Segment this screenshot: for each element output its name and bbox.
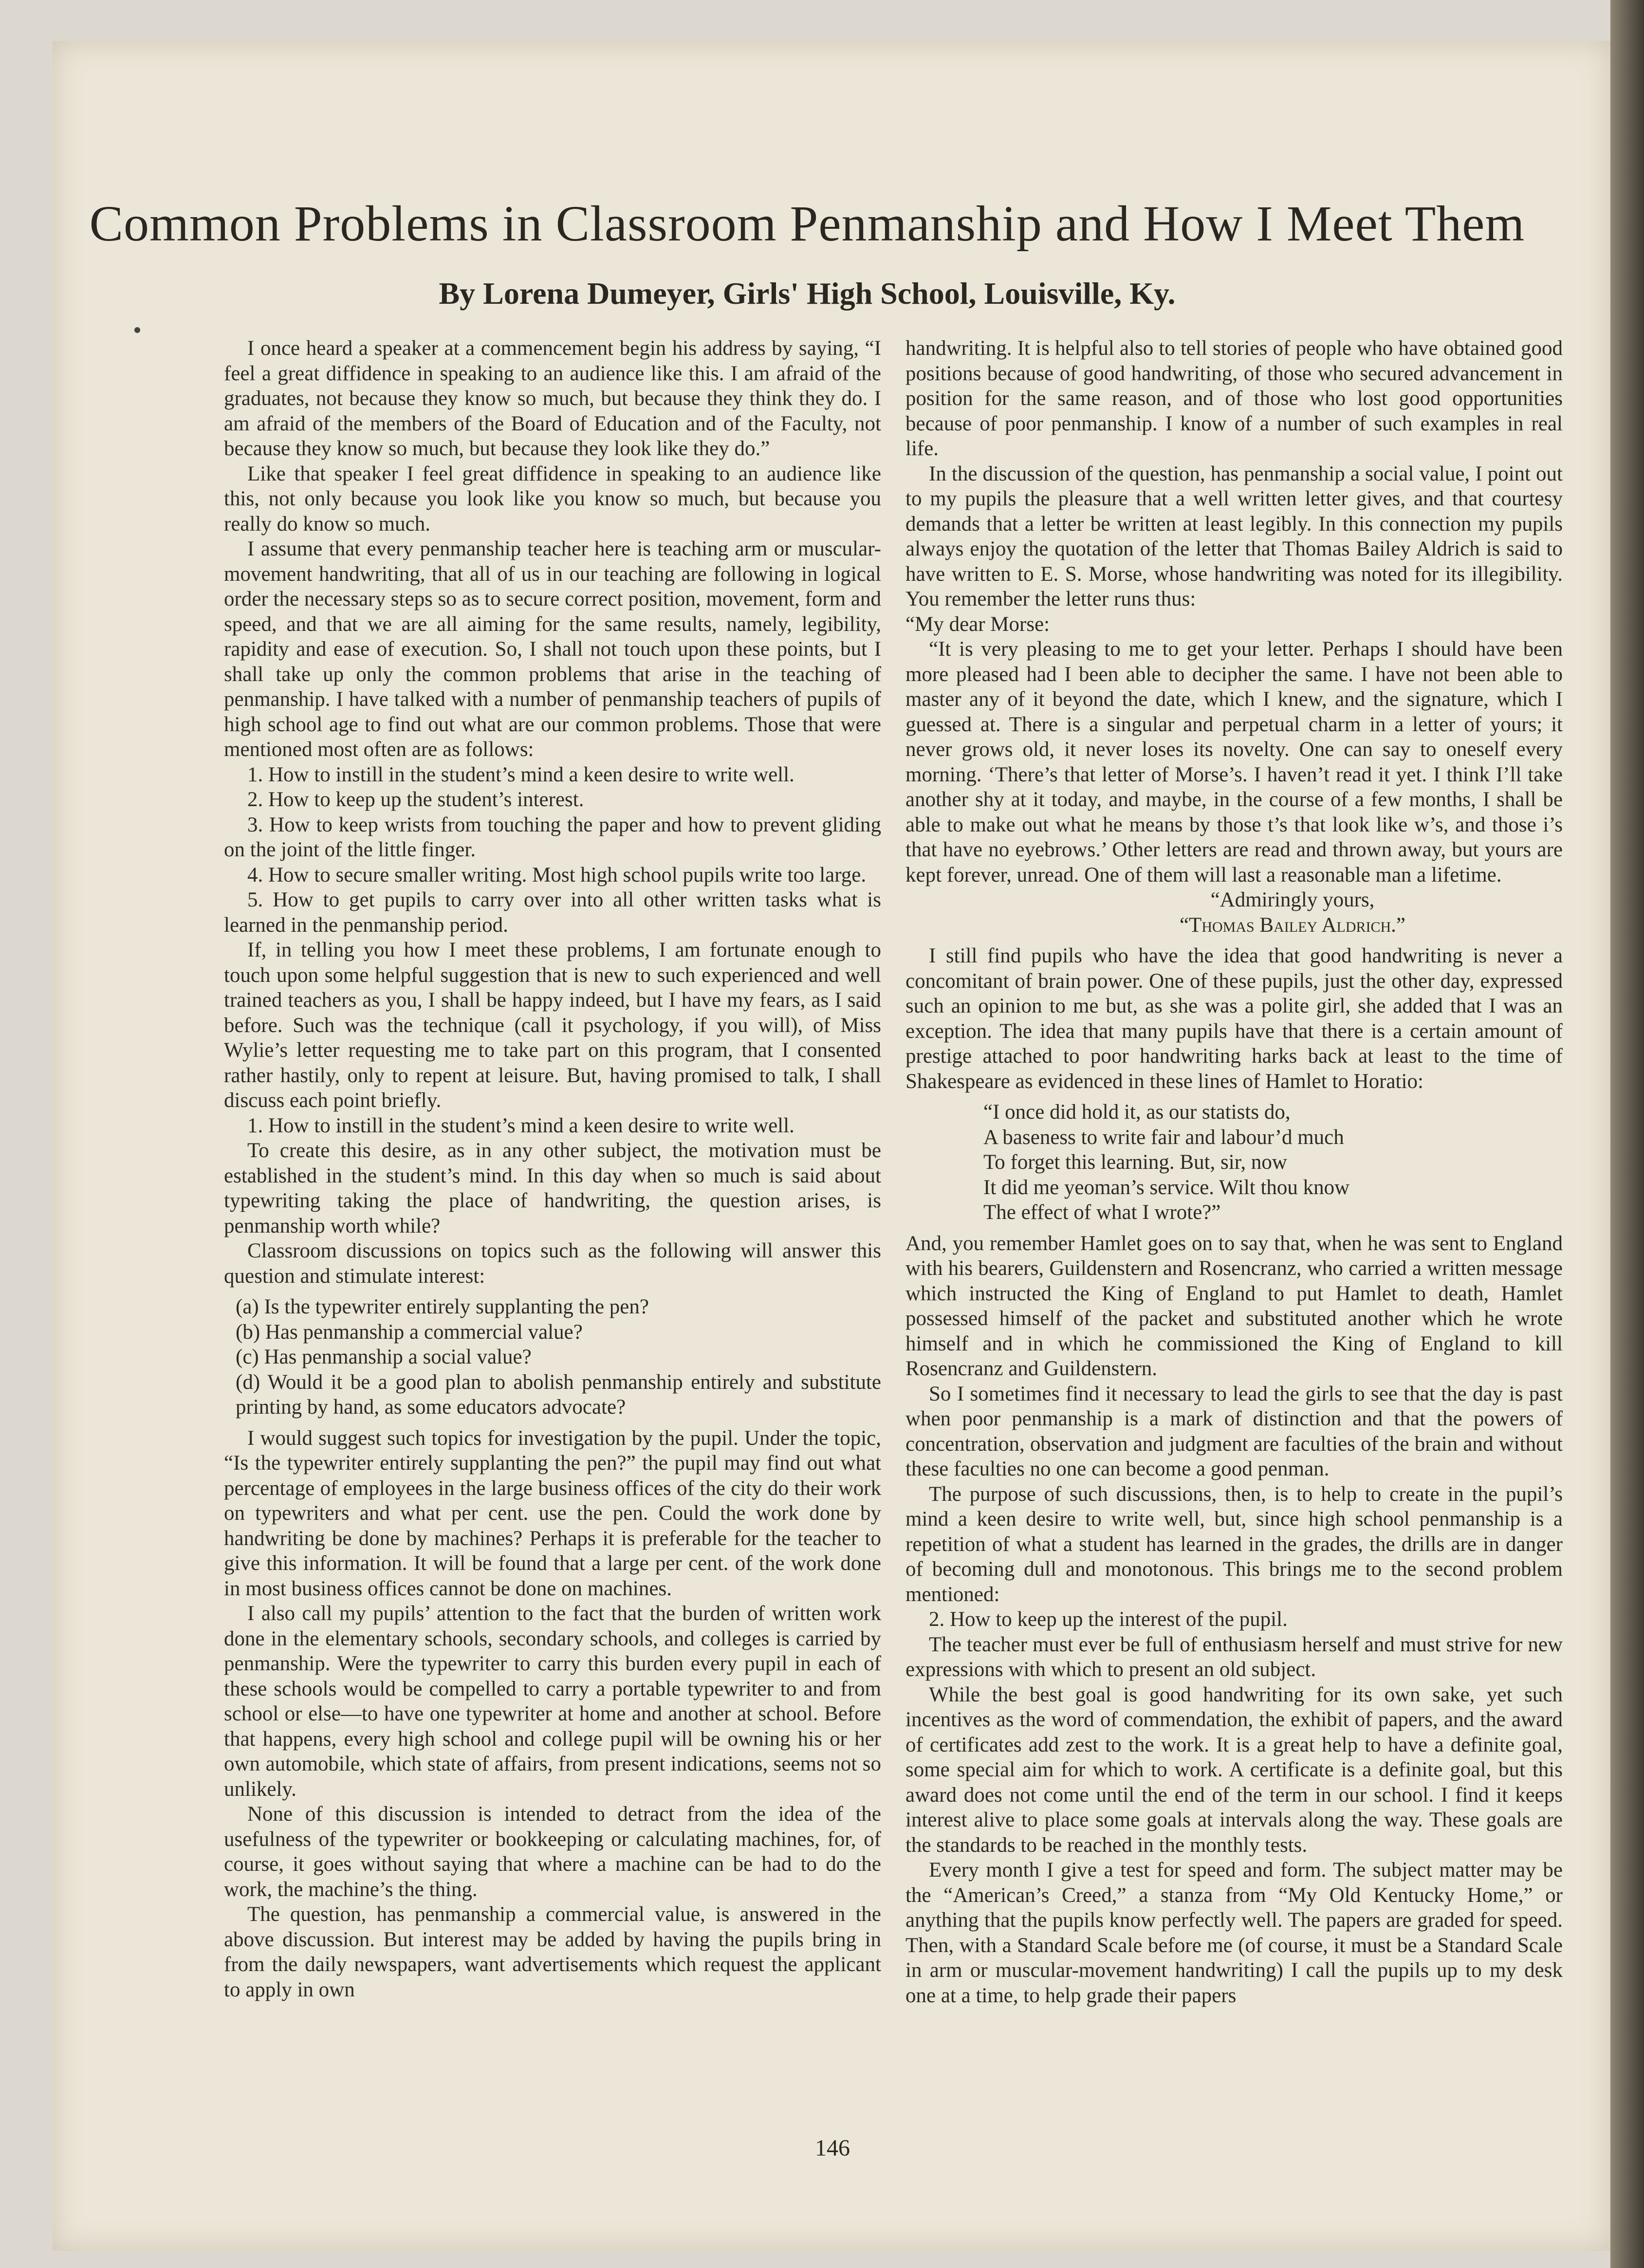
paragraph: And, you remember Hamlet goes on to say that, when he was sent to England with his bearers, Guildenstern and Rosencranz, who carried a written message which instructed the King of England to put Hamlet to death, Hamlet possessed himself of the packet and substituted another which he wrote himself and in which he commissioned the King of England to kill Rosencranz and Guildenstern. (905, 1232, 1563, 1380)
right-column (905, 336, 1563, 2008)
problem-item: 5. How to get pupils to carry over into all other written tasks what is learned in the penmanship period. (224, 888, 881, 937)
letter-signature: “Thomas Bailey Aldrich.” (1179, 913, 1406, 937)
section-heading: 1. How to instill in the student’s mind a keen desire to write well. (247, 1114, 794, 1137)
letter-salutation: “My dear Morse: (905, 612, 1050, 636)
paragraph: While the best goal is good handwriting for its own sake, yet such incentives as the word of commendation, the exhibit of papers, and the award of certificates add zest to the work. It is a great help to have a definite goal, some special aim for which to work. A certificate is a definite goal, but this award does not come until the end of the term in our school. I find it keeps interest alive to place some goals at intervals along the way. These goals are the standards to be reached in the monthly tests. (905, 1683, 1563, 1857)
article-title: Common Problems in Classroom Penmanship and How I Meet Them (89, 196, 1525, 252)
paragraph: If, in telling you how I meet these problems, I am fortunate enough to touch upon some helpful suggestion that is new to such experienced and well trained teachers as you, I shall be happy indeed, but I have my fears, as I said before. Such was the technique (call it psychology, if you will), of Miss Wylie’s letter requesting me to take part on this program, that I consented rather hastily, only to repent at leisure. But, having promised to talk, I shall discuss each point briefly. (224, 939, 881, 1112)
paragraph: So I sometimes find it necessary to lead the girls to see that the day is past when poor penmanship is a mark of distinction and that the powers of concentration, observation and judgment are faculties of the brain and without these faculties no one can become a good penman. (905, 1382, 1563, 1480)
letter-closing: “Admiringly yours, (1210, 888, 1375, 911)
paragraph: To create this desire, as in any other subject, the motivation must be established in the student’s mind. In this day when so much is said about typewriting taking the place of handwriting, the question arises, is penmanship worth while? (224, 1139, 881, 1237)
topic-item: (c) Has penmanship a social value? (236, 1346, 532, 1368)
problem-item: 1. How to instill in the student’s mind a keen desire to write well. (247, 763, 794, 786)
verse-line: “I once did hold it, as our statists do, (983, 1101, 1291, 1124)
section-heading: 2. How to keep up the interest of the pupil. (929, 1608, 1288, 1631)
left-column (224, 336, 881, 2002)
topic-item: (a) Is the typewriter entirely supplanting the pen? (236, 1295, 649, 1318)
paragraph: handwriting. It is helpful also to tell stories of people who have obtained good positions because of good handwriting, of those who secured advancement in position for the same reason, and of those who lost good opportunities because of poor penmanship. I know of a number of such examples in real life. (905, 337, 1563, 460)
paragraph: The teacher must ever be full of enthusiasm herself and must strive for new expressions with which to present an old subject. (905, 1633, 1563, 1681)
page-number: 146 (815, 2135, 850, 2161)
paragraph: I would suggest such topics for investigation by the pupil. Under the topic, “Is the typewriter entirely supplanting the pen?” the pupil may find out what percentage of employees in the large business offices of the city do their work on typewriters and what per cent. use the pen. Could the work done by handwriting be done by machines? Perhaps it is preferable for the teacher to give this information. It will be found that a large per cent. of the work done in most business offices cannot be done on machines. (224, 1426, 881, 1600)
topic-item: (d) Would it be a good plan to abolish penmanship entirely and substitute printing by hand, as some educators advocate? (236, 1370, 881, 1419)
paragraph: In the discussion of the question, has penmanship a social value, I point out to my pupils the pleasure that a well written letter gives, and that courtesy demands that a letter be written at least legibly. In this connection my pupils always enjoy the quotation of the letter that Thomas Bailey Aldrich is said to have written to E. S. Morse, whose handwriting was noted for its illegibility. You remember the letter runs thus: (905, 462, 1563, 610)
problem-item: 4. How to secure smaller writing. Most high school pupils write too large. (247, 863, 867, 886)
binding-edge (1610, 0, 1644, 2268)
verse-line: It did me yeoman’s service. Wilt thou know (983, 1176, 1350, 1199)
paragraph: The purpose of such discussions, then, is to help to create in the pupil’s mind a keen desire to write well, but, since high school penmanship is a repetition of what a student has learned in the grades, the drills are in danger of becoming dull and monotonous. This brings me to the second problem mentioned: (905, 1482, 1563, 1606)
paragraph: I still find pupils who have the idea that good handwriting is never a concomitant of brain power. One of these pupils, just the other day, expressed such an opinion to me but, as she was a polite girl, she added that I was an exception. The idea that many pupils have that there is a certain amount of prestige attached to poor handwriting harks back at least to the time of Shakespeare as evidenced in these lines of Hamlet to Horatio: (905, 944, 1563, 1093)
paragraph: Like that speaker I feel great diffidence in speaking to an audience like this, not only because you look like you know so much, but because you really do know so much. (224, 462, 881, 535)
paragraph: Classroom discussions on topics such as the following will answer this question and stimulate interest: (224, 1239, 881, 1288)
paragraph: I once heard a speaker at a commencement begin his address by saying, “I feel a great diffidence in speaking to an audience like this. I am afraid of the graduates, not because they know so much, but because they think they do. I am afraid of the members of the Board of Education and of the Faculty, not because they know so much, but because they look like they do.” (224, 337, 881, 460)
paragraph: Every month I give a test for speed and form. The subject matter may be the “American’s Creed,” a stanza from “My Old Kentucky Home,” or anything that the pupils know perfectly well. The papers are graded for speed. Then, with a Standard Scale before me (of course, it must be a Standard Scale in arm or muscular-movement handwriting) I call the pupils up to my desk one at a time, to help grade their papers (905, 1859, 1563, 2007)
verse-line: A baseness to write fair and labour’d much (983, 1125, 1344, 1149)
paragraph: I also call my pupils’ attention to the fact that the burden of written work done in the elementary schools, secondary schools, and colleges is carried by penmanship. Were the typewriter to carry this burden every pupil in each of these schools would be compelled to carry a portable typewriter to and from school or else—to have one typewriter at home and another at school. Before that happens, every high school and college pupil will be owning his or her own automobile, which state of affairs, from present indications, seems not so unlikely. (224, 1602, 881, 1801)
verse-line: To forget this learning. But, sir, now (983, 1151, 1287, 1174)
verse-line: The effect of what I wrote?” (983, 1201, 1221, 1224)
problem-item: 3. How to keep wrists from touching the paper and how to prevent gliding on the joint of the little finger. (224, 813, 881, 861)
article-byline: By Lorena Dumeyer, Girls' High School, Louisville, Ky. (439, 276, 1176, 311)
topic-item: (b) Has penmanship a commercial value? (236, 1320, 583, 1344)
problem-item: 2. How to keep up the student’s interest. (247, 788, 584, 811)
ink-dot (134, 327, 140, 333)
paragraph: The question, has penmanship a commercial value, is answered in the above discussion. But interest may be added by having the pupils bring in from the daily newspapers, want advertisements which request the applicant to apply in own (224, 1903, 881, 2001)
letter-body: “It is very pleasing to me to get your letter. Perhaps I should have been more pleased had I been able to decipher the same. I have not been able to master any of it beyond the date, which I knew, and the signature, which I guessed at. There is a singular and perpetual charm in a letter of yours; it never grows old, it never loses its novelty. One can say to oneself every morning. ‘There’s that letter of Morse’s. I haven’t read it yet. I think I’ll take another shy at it today, and maybe, in the course of a few months, I shall be able to make out what he means by those t’s that look like w’s, and those i’s that have no eyebrows.’ Other letters are read and thrown away, but yours are kept forever, unread. One of them will last a reasonable man a lifetime. (905, 638, 1563, 886)
paragraph: I assume that every penmanship teacher here is teaching arm or muscular-movement handwriting, that all of us in our teaching are following in logical order the necessary steps so as to secure correct position, movement, form and speed, and that we are all aiming for the same results, namely, legibility, rapidity and ease of execution. So, I shall not touch upon these points, but I shall take up only the common problems that arise in the teaching of penmanship. I have talked with a number of penmanship teachers of pupils of high school age to find out what are our common problems. Those that were mentioned most often are as follows: (224, 537, 881, 761)
paragraph: None of this discussion is intended to detract from the idea of the usefulness of the typewriter or bookkeeping or calculating machines, for, of course, it goes without saying that where a machine can be had to do the work, the machine’s the thing. (224, 1803, 881, 1901)
